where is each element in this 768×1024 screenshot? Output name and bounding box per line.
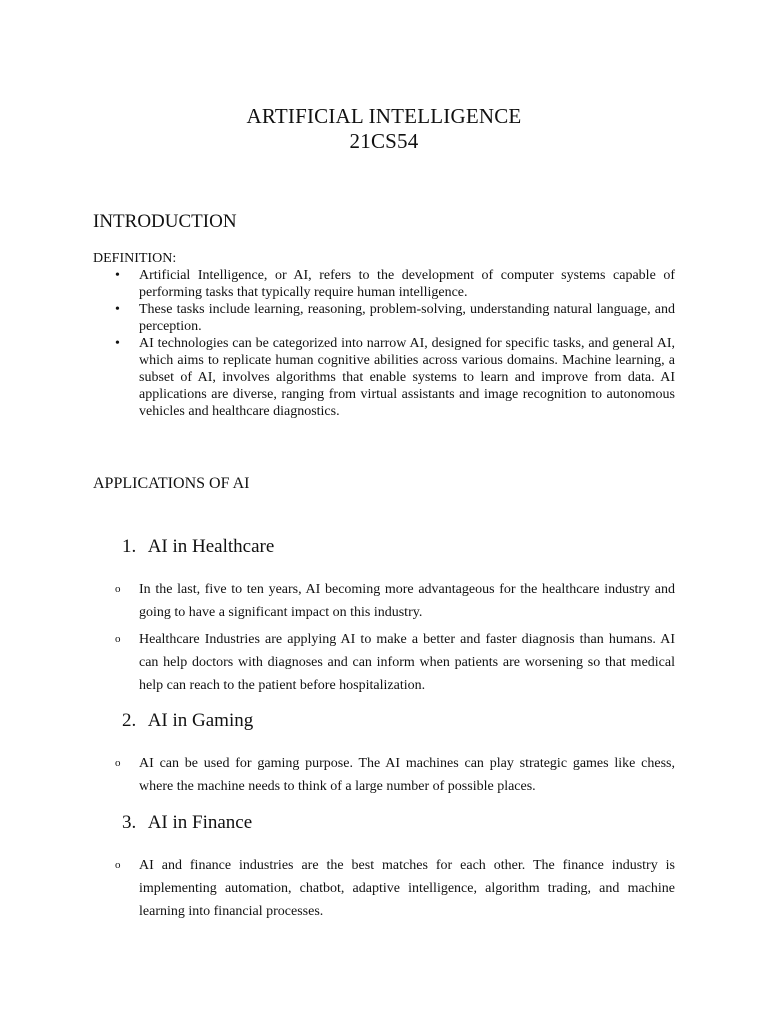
title-line-1: ARTIFICIAL INTELLIGENCE [246,104,522,128]
bullet-icon: • [115,302,120,317]
section-title: AI in Healthcare [147,536,275,557]
circle-bullet-icon: o [115,859,121,871]
bullet-icon: • [115,336,120,351]
circle-bullet-icon: o [115,633,121,645]
definition-label: DEFINITION: [93,251,177,266]
section-number: 3. [122,812,137,833]
list-item-text: AI and finance industries are the best matches for each other. The finance industry is implementing automation, chatbot, adaptive intelligence, algorithm trading, and machine learning into financial processes. [139,858,675,919]
section-number: 2. [122,710,137,731]
section-title: AI in Gaming [147,710,254,731]
list-item [93,752,675,798]
list-item [93,267,675,301]
list-item [93,628,675,697]
list-item-text: These tasks include learning, reasoning, problem-solving, understanding natural language, and perception. [139,302,675,334]
circle-bullet-icon: o [115,583,121,595]
bullet-icon: • [115,268,120,283]
section-title: AI in Finance [147,812,253,833]
section-heading-finance [122,811,252,835]
gaming-points [93,752,675,802]
finance-points [93,854,675,927]
list-item [93,854,675,923]
section-number: 1. [122,536,137,557]
title-line-2: 21CS54 [349,129,419,153]
definition-list [93,267,675,420]
list-item-text: AI technologies can be categorized into narrow AI, designed for specific tasks, and general AI, which aims to replicate human cognitive abilities across various domains. Machine learning, a subset of AI, involves algorithms that enable systems to learn and improve from data. AI applications are diverse, ranging from virtual assistants and image recognition to autonomous vehicles and healthcare diagnostics. [139,336,675,419]
list-item [93,335,675,420]
document-title [0,104,768,154]
applications-heading: APPLICATIONS OF AI [93,475,250,492]
healthcare-points [93,578,675,701]
list-item [93,301,675,335]
list-item-text: In the last, five to ten years, AI becoming more advantageous for the healthcare industry and going to have a significant impact on this industry. [139,582,675,620]
list-item-text: Healthcare Industries are applying AI to make a better and faster diagnosis than humans. AI can help doctors with diagnoses and can inform when patients are worsening so that medical help can reach to the patient before hospitalization. [139,632,675,693]
introduction-heading: INTRODUCTION [93,211,237,232]
circle-bullet-icon: o [115,757,121,769]
list-item-text: Artificial Intelligence, or AI, refers to the development of computer systems capable of performing tasks that typically require human intelligence. [139,268,675,300]
section-heading-gaming [122,709,253,733]
list-item [93,578,675,624]
list-item-text: AI can be used for gaming purpose. The AI machines can play strategic games like chess, where the machine needs to think of a large number of possible places. [139,756,675,794]
section-heading-healthcare [122,535,274,559]
